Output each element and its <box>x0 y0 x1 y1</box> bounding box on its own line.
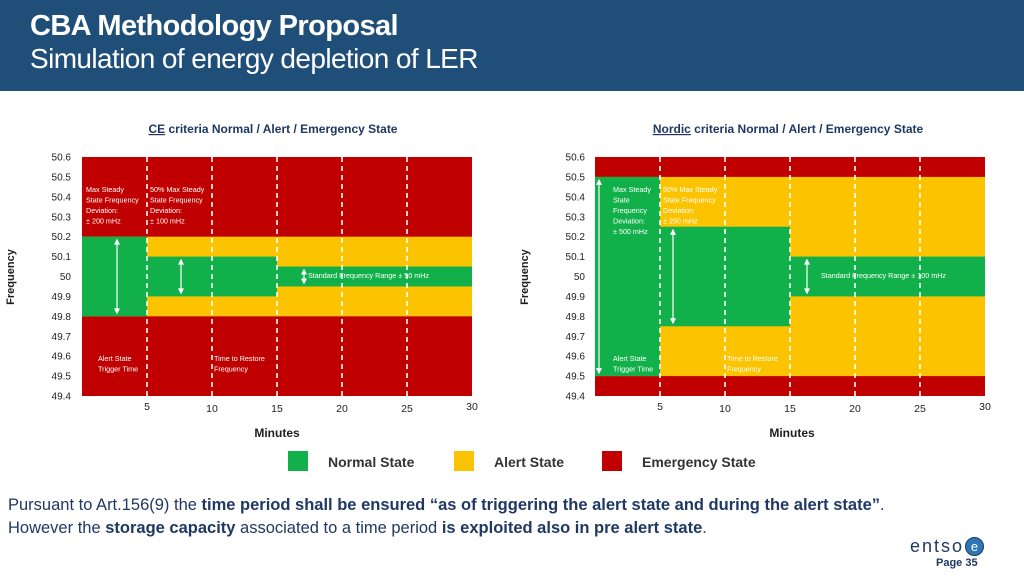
annotation-line: State Frequency <box>86 195 139 205</box>
x-axis-label: Minutes <box>769 426 815 440</box>
annotation-line: ± 250 mHz <box>663 216 698 226</box>
x-tick-label: 30 <box>979 401 991 413</box>
x-tick-label: 25 <box>401 403 413 415</box>
body-p2-emphasis: is exploited also in pre alert state <box>441 519 703 537</box>
chart-annotation <box>821 271 946 280</box>
y-tick-label: 50.5 <box>565 172 585 184</box>
annotation-line: Time to Restore <box>214 354 265 363</box>
body-text <box>8 494 998 540</box>
y-tick-label: 49.5 <box>565 371 585 383</box>
annotation-line: Deviation: <box>86 206 118 215</box>
x-tick-label: 15 <box>784 403 796 415</box>
y-tick-label: 49.6 <box>565 351 585 363</box>
logo-mark: e <box>965 537 984 556</box>
y-tick-label: 50.2 <box>51 232 71 244</box>
body-p1-end: . <box>880 496 885 514</box>
body-p2-mid: associated to a time period <box>235 519 442 537</box>
y-tick-label: 49.7 <box>565 331 585 343</box>
legend-label: Alert State <box>494 454 565 470</box>
y-tick-label: 49.9 <box>51 291 71 303</box>
annotation-line: Standard Frequency Range ± 50 mHz <box>308 271 430 280</box>
chart-title <box>653 122 924 136</box>
annotation-line: Frequency <box>613 206 647 215</box>
logo-text: entso <box>910 536 965 556</box>
body-p2-storage: storage capacity <box>105 519 236 537</box>
y-tick-label: 49.8 <box>565 311 585 323</box>
y-tick-label: 50.5 <box>51 172 71 184</box>
annotation-line: 50% Max Steady <box>150 185 205 194</box>
x-tick-label: 30 <box>466 401 478 413</box>
annotation-line: Deviation: <box>663 206 695 215</box>
y-tick-label: 50.3 <box>51 212 71 224</box>
page-title: CBA Methodology Proposal <box>30 10 398 42</box>
normal-band <box>82 237 147 317</box>
y-tick-label: 50.6 <box>51 152 71 164</box>
x-tick-label: 20 <box>336 403 348 415</box>
annotation-line: Max Steady <box>613 185 651 194</box>
state-charts <box>0 100 1024 480</box>
y-tick-label: 49.5 <box>51 371 71 383</box>
y-tick-label: 50.1 <box>51 252 71 264</box>
chart-title <box>149 122 398 136</box>
body-p2-end: . <box>702 519 707 537</box>
annotation-line: Trigger Time <box>613 364 654 374</box>
annotation-line: Deviation: <box>613 216 645 226</box>
y-axis-label: Frequency <box>519 249 531 305</box>
legend-swatch <box>454 451 474 471</box>
annotation-line: ± 100 mHz <box>150 216 185 226</box>
x-tick-label: 5 <box>144 401 150 413</box>
annotation-line: State <box>613 195 630 205</box>
y-tick-label: 50.6 <box>565 152 585 164</box>
legend-label: Emergency State <box>642 454 756 470</box>
x-tick-label: 20 <box>849 403 861 415</box>
chart-title-rest: criteria Normal / Alert / Emergency State <box>165 122 398 136</box>
chart-title-rest: criteria Normal / Alert / Emergency State <box>690 122 924 136</box>
y-tick-label: 49.7 <box>51 331 71 343</box>
annotation-line: Alert State <box>98 354 132 363</box>
annotation-line: Frequency <box>214 364 248 374</box>
y-tick-label: 49.4 <box>565 391 585 403</box>
legend-swatch <box>602 451 622 471</box>
y-tick-label: 50.3 <box>565 212 585 224</box>
y-tick-label: 49.8 <box>51 311 71 323</box>
annotation-line: Deviation: <box>150 206 182 215</box>
y-tick-label: 49.4 <box>51 391 71 403</box>
y-tick-label: 50 <box>573 272 585 283</box>
annotation-line: Standard Frequency Range ± 100 mHz <box>821 271 947 280</box>
annotation-line: Time to Restore <box>727 354 778 363</box>
x-tick-label: 25 <box>914 403 926 415</box>
x-tick-label: 5 <box>657 401 663 413</box>
y-tick-label: 49.9 <box>565 291 585 303</box>
body-p2-start: However the <box>8 519 106 537</box>
title-banner <box>0 0 1024 91</box>
x-axis-label: Minutes <box>254 426 300 440</box>
legend-swatch <box>288 451 308 471</box>
annotation-line: State Frequency <box>150 195 203 205</box>
annotation-line: Max Steady <box>86 185 124 194</box>
body-p1-start: Pursuant to Art.156(9) the <box>8 496 202 514</box>
annotation-line: ± 500 mHz <box>613 227 648 236</box>
y-tick-label: 50.4 <box>51 192 71 204</box>
annotation-line: 50% Max Steady <box>663 185 718 194</box>
annotation-line: State Frequency <box>663 195 716 205</box>
annotation-line: Alert State <box>613 354 647 363</box>
y-tick-label: 50 <box>59 272 71 283</box>
annotation-line: Trigger Time <box>98 364 139 374</box>
page-subtitle: Simulation of energy depletion of LER <box>30 43 478 74</box>
page-number: Page 35 <box>936 557 978 569</box>
chart-title-region: CE <box>148 122 166 136</box>
chart-annotation <box>308 271 429 280</box>
y-tick-label: 49.6 <box>51 351 71 363</box>
legend-label: Normal State <box>328 454 415 470</box>
x-tick-label: 10 <box>719 403 731 415</box>
body-p1-emphasis: time period shall be ensured “as of triggering the alert state and during the alert state” <box>201 496 881 514</box>
y-tick-label: 50.4 <box>565 192 585 204</box>
chart-annotation <box>613 185 651 236</box>
annotation-line: ± 200 mHz <box>86 216 121 226</box>
y-axis-label: Frequency <box>5 249 17 305</box>
annotation-line: Frequency <box>727 364 761 374</box>
x-tick-label: 10 <box>206 403 218 415</box>
y-tick-label: 50.1 <box>565 252 585 264</box>
x-tick-label: 15 <box>271 403 283 415</box>
entsoe-logo <box>910 536 984 557</box>
y-tick-label: 50.2 <box>565 232 585 244</box>
chart-title-region: Nordic <box>652 122 691 136</box>
